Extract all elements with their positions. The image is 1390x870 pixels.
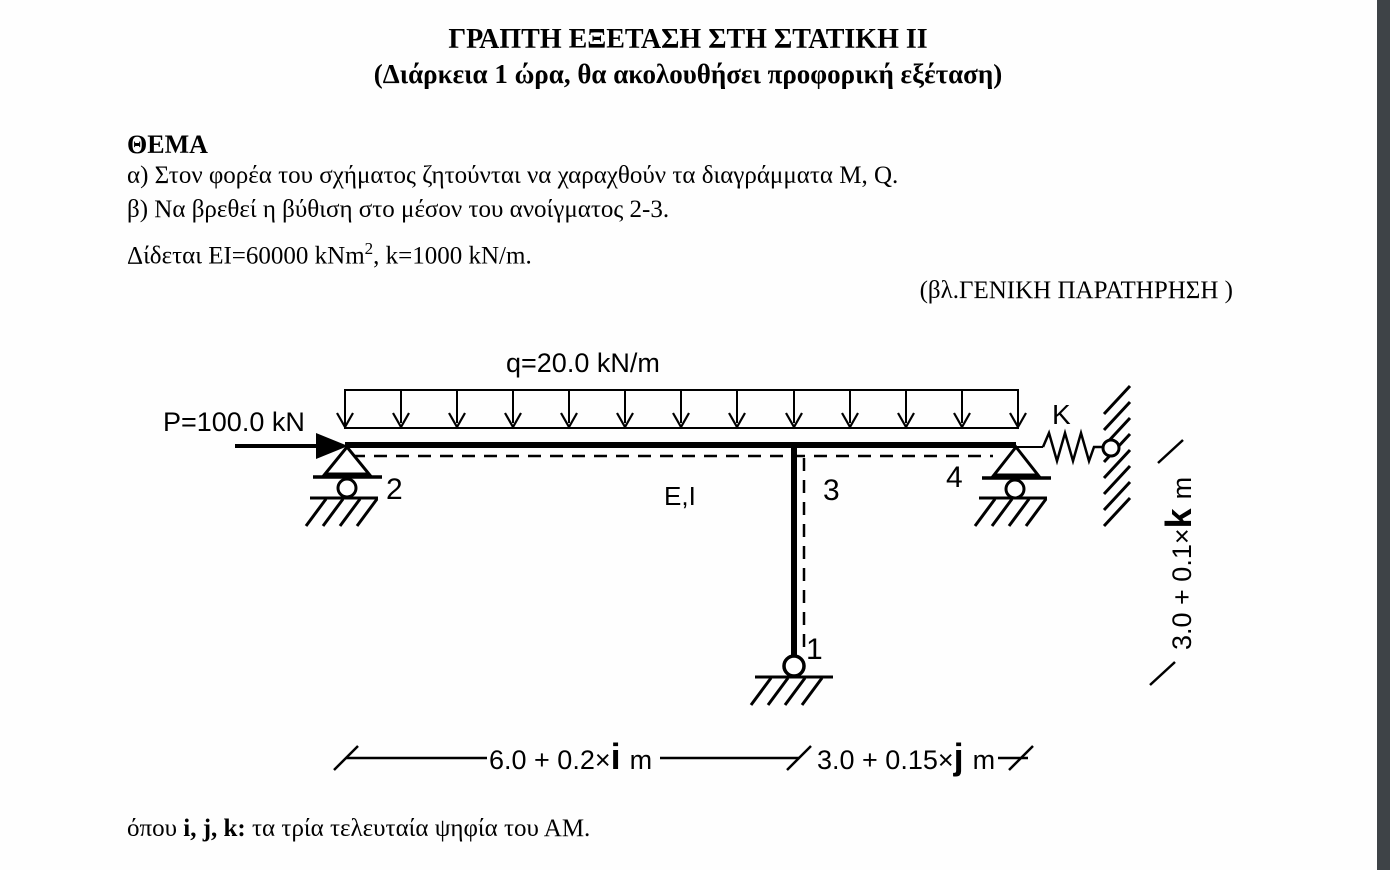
beam-section-label: E,I — [664, 481, 696, 511]
point-load-arrow — [163, 407, 348, 459]
footer-prefix: όπου — [127, 815, 184, 842]
node-4-label: 4 — [946, 461, 963, 494]
node-2-label: 2 — [386, 473, 403, 506]
problem-item-a: α) Στον φορέα του σχήματος ζητούνται να χαραχθούν τα διαγράμματα M, Q. — [127, 162, 899, 189]
spring-coil — [1043, 433, 1102, 461]
column-member — [794, 445, 804, 658]
node-3-label: 3 — [823, 474, 840, 507]
dimension-tick-top — [1158, 440, 1183, 463]
viewer-edge-strip — [1377, 0, 1390, 870]
dimension-height-label: 3.0 + 0.1×km — [1158, 476, 1199, 650]
distributed-load — [337, 348, 1026, 428]
dimension-line-bottom — [334, 736, 1033, 777]
point-load-label: P=100.0 kN — [163, 407, 305, 437]
distributed-load-label: q=20.0 kN/m — [506, 348, 660, 378]
given-suffix: , k=1000 kN/m. — [373, 242, 532, 270]
given-superscript: 2 — [364, 239, 374, 258]
footer-note — [127, 814, 590, 844]
given-prefix: Δίδεται EI=60000 kNm — [127, 242, 365, 270]
wall-pin-circle — [1103, 440, 1119, 456]
roller-support-node4 — [946, 447, 1051, 526]
spring-label: K — [1052, 399, 1071, 430]
roller-support-node2 — [306, 447, 403, 526]
ground-hatching-node1 — [751, 678, 822, 705]
general-remark-note: (βλ.ΓΕΝΙΚΗ ΠΑΡΑΤΗΡΗΣΗ ) — [919, 277, 1233, 304]
problem-heading: ΘΕΜΑ — [127, 130, 208, 159]
exam-title: ΓΡΑΠΤΗ ΕΞΕΤΑΣΗ ΣΤΗ ΣΤΑΤΙΚΗ ΙΙ — [448, 24, 928, 55]
ground-hatching-node4 — [975, 499, 1046, 526]
dimension-span34-label: 3.0 + 0.15×j m — [817, 736, 996, 777]
footer-variables: i, j, k: — [183, 815, 246, 842]
footer-suffix: τα τρία τελευταία ψηφία του ΑΜ. — [245, 815, 591, 842]
dimension-tick-bottom — [1150, 662, 1175, 685]
dimension-span23-label: 6.0 + 0.2×i m — [489, 736, 653, 777]
ground-hatching-node2 — [306, 499, 377, 526]
problem-item-b: β) Να βρεθεί η βύθιση στο μέσον του ανοίγματος 2-3. — [127, 196, 670, 223]
beam-member — [345, 445, 1016, 511]
spring-support — [1016, 386, 1130, 526]
dimension-line-right — [1150, 440, 1199, 685]
exam-subtitle: (Διάρκεια 1 ώρα, θα ακολουθήσει προφορική εξέταση) — [373, 59, 1003, 89]
node-1-label: 1 — [806, 633, 823, 666]
